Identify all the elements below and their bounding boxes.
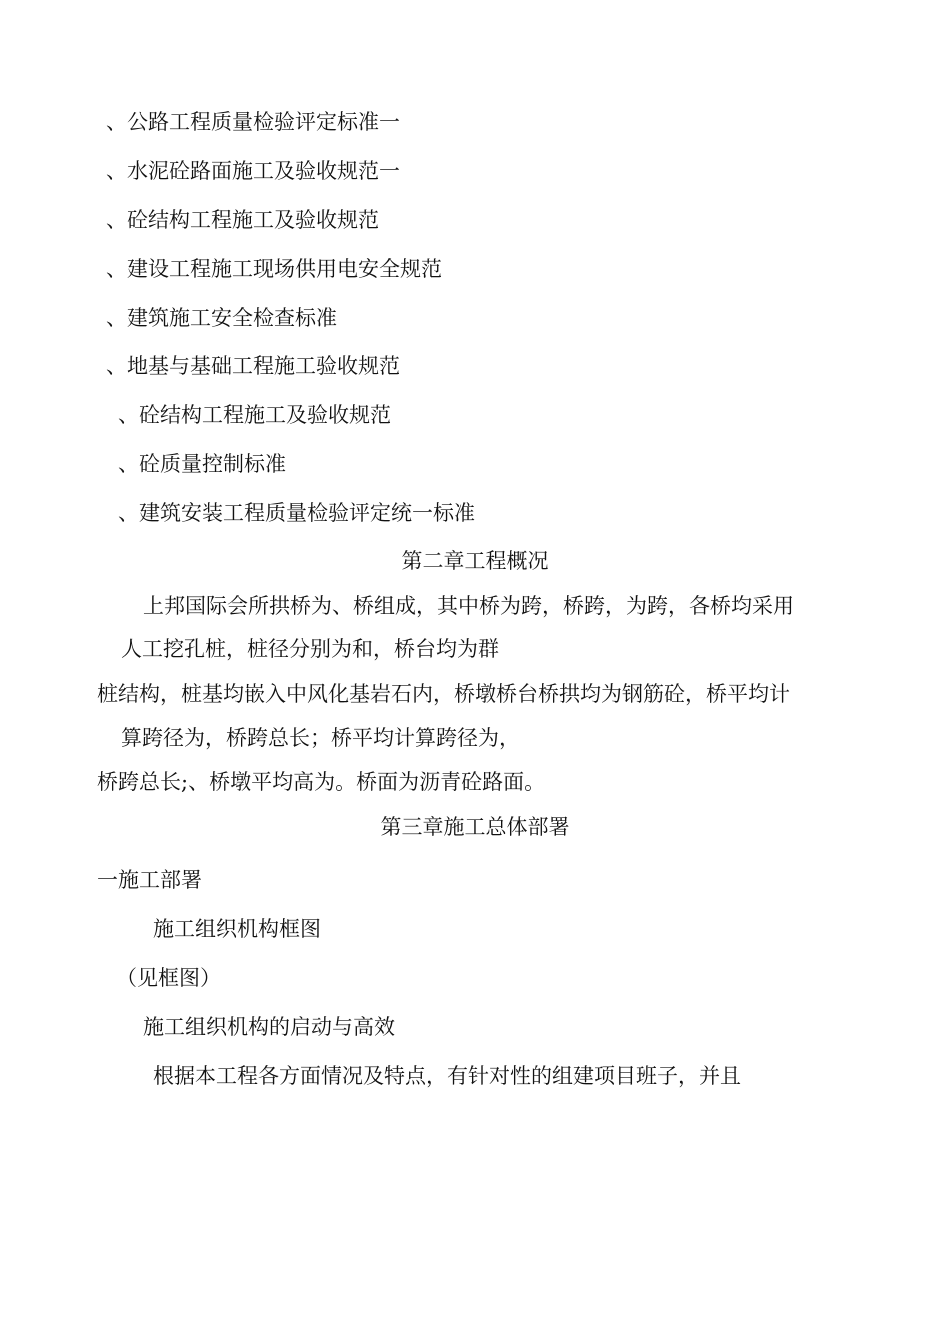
chapter-2-paragraph-line-4: 算跨径为，桥跨总长；桥平均计算跨径为， (121, 726, 520, 750)
chapter-2-paragraph-line-2: 人工挖孔桩，桩径分别为和，桥台均为群 (121, 637, 499, 661)
standard-item-3: 、砼结构工程施工及验收规范 (106, 208, 379, 232)
item-org-startup-title: 施工组织机构的启动与高效 (143, 1015, 395, 1039)
standard-item-6: 、地基与基础工程施工验收规范 (106, 354, 400, 378)
standard-item-2: 、水泥砼路面施工及验收规范一 (106, 159, 400, 183)
item-org-chart-title: 施工组织机构框图 (153, 917, 321, 941)
standard-item-4: 、建设工程施工现场供用电安全规范 (106, 257, 442, 281)
chapter-3-title: 第三章施工总体部署 (380, 815, 570, 839)
standard-item-5: 、建筑施工安全检查标准 (106, 306, 337, 330)
standard-item-9: 、建筑安装工程质量检验评定统一标准 (118, 501, 475, 525)
section-heading-deployment: 一施工部署 (97, 868, 202, 892)
standard-item-1: 、公路工程质量检验评定标准一 (106, 110, 400, 134)
standard-item-8: 、砼质量控制标准 (118, 452, 286, 476)
standard-item-7: 、砼结构工程施工及验收规范 (118, 403, 391, 427)
chapter-2-title: 第二章工程概况 (401, 549, 549, 573)
item-org-startup-text: 根据本工程各方面情况及特点，有针对性的组建项目班子，并且 (153, 1064, 741, 1088)
chapter-2-paragraph-line-5: 桥跨总长;、桥墩平均高为。桥面为沥青砼路面。 (97, 770, 546, 794)
item-org-chart-note: （见框图） (116, 966, 221, 990)
chapter-2-paragraph-line-1: 上邦国际会所拱桥为、桥组成，其中桥为跨，桥跨，为跨，各桥均采用 (143, 594, 794, 618)
chapter-2-paragraph-line-3: 桩结构，桩基均嵌入中风化基岩石内，桥墩桥台桥拱均为钢筋砼，桥平均计 (97, 682, 790, 706)
